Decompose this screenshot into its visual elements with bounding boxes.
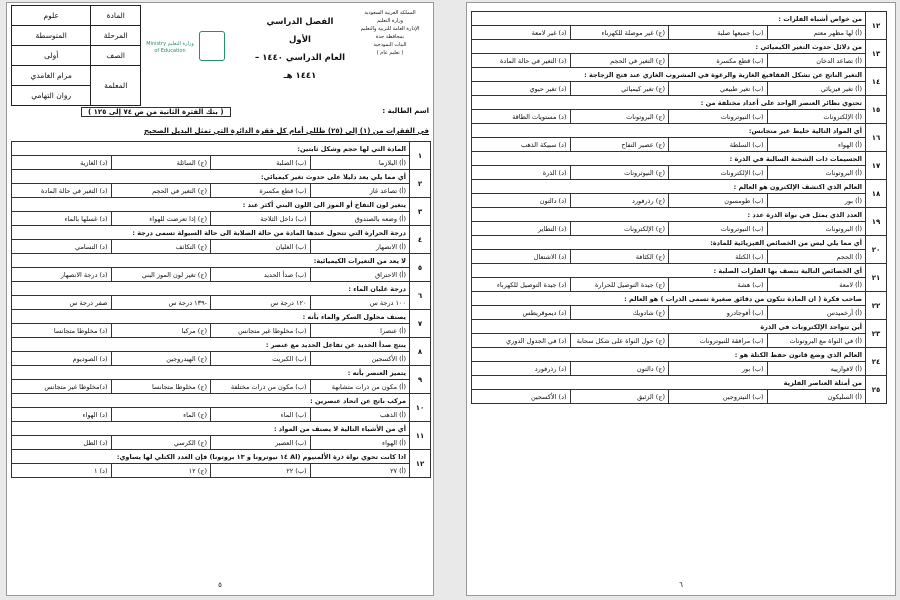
question-number: ١٢ [866,12,887,40]
emblem-icon [199,31,225,61]
meta-value: مرام الغامدي [12,66,91,86]
question-stem-row [472,40,887,54]
answer-option[interactable]: (ب) النيوترونات [669,110,768,124]
answer-option[interactable]: (أ) لافوازييه [767,362,866,376]
question-stem-row [472,12,887,26]
answer-option[interactable]: (د) ١ [12,464,112,478]
answer-option[interactable]: (أ) الانصهار [310,240,410,254]
question-number: ٢٢ [866,292,887,320]
question-number: ٥ [410,254,431,282]
question-stem-row [472,376,887,390]
question-number: ١٧ [866,152,887,180]
answer-option[interactable]: (أ) البلازما [310,156,410,170]
meta-value: علوم [12,6,91,26]
question-number: ٩ [410,366,431,394]
answer-option[interactable]: (ب) السلطة [669,138,768,152]
question-number: ١٥ [866,96,887,124]
question-options-row [12,212,431,226]
question-stem-row [472,180,887,194]
question-options-row [12,156,431,170]
question-options-row [472,334,887,348]
ministry-line: المملكة العربية السعودية [364,10,416,16]
answer-option[interactable]: (د) التغير في حالة المادة [472,54,571,68]
question-stem: لا يعد من التغيرات الكيميائية: [12,254,410,268]
question-stem-row [12,310,431,324]
question-stem-row [472,68,887,82]
question-number: ٢٥ [866,376,887,404]
question-number: ٦ [410,282,431,310]
answer-option[interactable]: (ج) غير موصلة للكهرباء [570,26,669,40]
answer-option[interactable]: صفر درجة س [12,296,112,310]
answer-option[interactable]: (ج) التغير في الحجم [570,54,669,68]
question-options-row [472,110,887,124]
question-stem: الجسيمات ذات الشحنة السالبة في الذرة : [472,152,866,166]
question-options-row [472,278,887,292]
answer-option[interactable]: (ج) جيدة التوصيل للحرارة [570,278,669,292]
term-title: الفصل الدراسي الأول [266,17,334,45]
answer-option[interactable]: (أ) عنصرا [310,324,410,338]
question-options-row [12,324,431,338]
question-stem-row [12,338,431,352]
question-stem-row [12,254,431,268]
answer-option[interactable]: (ب) تغير طبيعي [669,82,768,96]
answer-option[interactable]: (ج) رذرفورد [570,194,669,208]
answer-option[interactable]: -١٣٩ درجة س [111,296,211,310]
answer-option[interactable]: (ج) الهيدروجين [111,352,211,366]
answer-option[interactable]: (د) الظل [12,436,112,450]
answer-option[interactable]: (أ) لها مظهر معتم [767,26,866,40]
questions-table-left [11,141,431,478]
question-stem: درجة غليان الماء : [12,282,410,296]
answer-option[interactable]: (د) مخلوطا متجانسا [12,324,112,338]
question-stem-row [12,450,431,464]
answer-option[interactable]: (د) رذرفورد [472,362,571,376]
question-options-row [12,380,431,394]
exam-page-right [466,2,896,596]
answer-option[interactable]: (ج) النيوترونات [570,166,669,180]
question-stem: يتميز العنصر بأنه : [12,366,410,380]
question-number: ١٦ [866,124,887,152]
ministry-block [351,9,429,57]
question-stem-row [12,282,431,296]
question-stem-row [472,264,887,278]
answer-option[interactable]: (د) التغير في حالة المادة [12,184,112,198]
ministry-line: ( تعليم عام ) [376,50,404,56]
answer-option[interactable]: (ب) الصلبة [211,156,311,170]
question-stem: يتغير لون التفاح أو الموز الى اللون البني أكثر عند : [12,198,410,212]
answer-option[interactable]: (أ) تغير فيزيائي [767,82,866,96]
question-stem: اذا كانت تحوي نواة ذرة الألمنيوم (Al ١٤ نيوترونا و ١٣ بروتونا) فإن العدد الكتلي لها يساوي: [12,450,410,464]
answer-option[interactable]: (د) تغير حيوي [472,82,571,96]
question-number: ٢٠ [866,236,887,264]
meta-label: المعلمة [91,66,141,106]
answer-option[interactable]: (ب) العصير [211,436,311,450]
answer-option[interactable]: (ب) طومسون [669,194,768,208]
answer-option[interactable]: (د) سبيكة الذهب [472,138,571,152]
answer-option[interactable]: (د) غسلها بالماء [12,212,112,226]
question-stem-row [472,96,887,110]
answer-option[interactable]: (ب) مخلوطا غير متجانس [211,324,311,338]
year-title: العام الدراسي ١٤٤٠ – ١٤٤١ هـ [254,53,345,81]
question-stem-row [12,170,431,184]
answer-option[interactable]: (ج) عصير التفاح [570,138,669,152]
answer-option[interactable]: (ج) ١٢ [111,464,211,478]
answer-option[interactable]: (د) ديموقريطس [472,306,571,320]
question-number: ٣ [410,198,431,226]
meta-value: أولى [12,46,91,66]
answer-option[interactable]: (أ) وضعه بالصندوق [310,212,410,226]
answer-option[interactable]: (ب) جميعها صلبة [669,26,768,40]
instructions: في الفقرات من (١) إلى (٢٥) ظللي أمام كل فقرة الدائرة التي تمثل البديل الصحيح [143,127,429,135]
answer-option[interactable]: (ج) السائلة [111,156,211,170]
answer-option[interactable]: (د) الأكسجين [472,390,571,404]
answer-option[interactable]: (ج) شادويك [570,306,669,320]
question-number: ١ [410,142,431,170]
meta-value: روان التهامي [12,86,91,106]
answer-option[interactable]: (ج) حول النواة على شكل سحابة [570,334,669,348]
answer-option[interactable]: (أ) الحجم [767,250,866,264]
ministry-line: وزارة التعليم [376,18,404,24]
question-number: ٢٣ [866,320,887,348]
answer-option[interactable]: (ج) الماء [111,408,211,422]
question-options-row [472,82,887,96]
question-number: ٢١ [866,264,887,292]
logo-text: وزارة التعليم Ministry of Education [146,41,194,54]
student-name-label: اسم الطالبة : [382,107,429,115]
question-options-row [472,26,887,40]
question-stem: أي الخصائص التالية تتصف بها الفلزات الصلبة : [472,264,866,278]
answer-option[interactable]: (أ) في النواة مع البروتونات [767,334,866,348]
answer-option[interactable]: (أ) السليكون [767,390,866,404]
question-stem: من خواص أشباه الفلزات : [472,12,866,26]
question-stem-row [12,142,431,156]
question-number: ١٢ [410,450,431,478]
question-options-row [12,352,431,366]
question-stem: أي مما يلي ليس من الخصائص الفيزيائية للمادة: [472,236,866,250]
question-stem: مركب ناتج عن اتحاد عنصرين : [12,394,410,408]
answer-option[interactable]: (د) الهواء [12,408,112,422]
answer-option[interactable]: (ب) ٢٢ [211,464,311,478]
question-options-row [472,138,887,152]
answer-option[interactable]: (د) الذرة [472,166,571,180]
question-options-row [12,268,431,282]
answer-option[interactable]: (ب) هشة [669,278,768,292]
answer-option[interactable]: (ب) داخل الثلاجة [211,212,311,226]
answer-option[interactable]: (ج) مخلوطا متجانسا [111,380,211,394]
question-stem: أي مما يلي يعد دليلا على حدوث تغير كيميائي: [12,170,410,184]
question-stem-row [12,226,431,240]
question-stem: أي من الأشياء التالية لا يصنف من المواد : [12,422,410,436]
answer-option[interactable]: (د) غير لامعة [472,26,571,40]
question-number: ١٩ [866,208,887,236]
answer-option[interactable]: (ج) البروتونات [570,110,669,124]
question-stem-row [472,236,887,250]
question-stem: تحتوي نظائر العنصر الواحد على أعداد مختلفة من : [472,96,866,110]
question-options-row [12,464,431,478]
answer-option[interactable]: (د) درجة الانصهار [12,268,112,282]
question-number: ٧ [410,310,431,338]
question-number: ٨ [410,338,431,366]
answer-option[interactable]: (ج) الكثافة [570,250,669,264]
question-number: ١١ [410,422,431,450]
page-number: ٦ [679,581,683,589]
question-options-row [472,362,887,376]
question-options-row [12,408,431,422]
answer-option[interactable]: (د)مخلوطا غير متجانس [12,380,112,394]
question-number: ٤ [410,226,431,254]
question-stem-row [12,366,431,380]
answer-option[interactable]: (د) جيدة التوصيل للكهرباء [472,278,571,292]
answer-option[interactable]: (ب) بور [669,362,768,376]
answer-option[interactable]: (ج) دالتون [570,362,669,376]
question-stem-row [472,208,887,222]
answer-option[interactable]: (ب) الكتلة [669,250,768,264]
answer-option[interactable]: (ج) مركبا [111,324,211,338]
answer-option[interactable]: (ج) الإلكترونات [570,222,669,236]
answer-option[interactable]: (د) الغازية [12,156,112,170]
answer-option[interactable]: (ب) الكبريت [211,352,311,366]
answer-option[interactable]: (ب) قطع مكسرة [211,184,311,198]
answer-option[interactable]: (ب) قطع مكسرة [669,54,768,68]
answer-option[interactable]: (أ) الهواء [310,436,410,450]
ministry-logo [145,31,227,71]
question-stem: يصنف محلول السكر والماء بأنه : [12,310,410,324]
answer-option[interactable]: (ج) التغير في الحجم [111,184,211,198]
answer-option[interactable]: (د) مستويات الطاقة [472,110,571,124]
meta-label: المرحلة [91,26,141,46]
question-stem: أي المواد التالية خليط غير متجانس: [472,124,866,138]
ministry-line: بمحافظة جدة [375,34,405,40]
answer-option[interactable]: ١٢٠ درجة س [211,296,311,310]
question-options-row [472,54,887,68]
question-stem-row [472,124,887,138]
answer-option[interactable]: (أ) تصاعد غاز [310,184,410,198]
answer-option[interactable]: (د) الصوديوم [12,352,112,366]
answer-option[interactable]: (أ) الإلكترونات [767,110,866,124]
answer-option[interactable]: (أ) مكون من ذرات متشابهة [310,380,410,394]
answer-option[interactable]: (أ) الاحتراق [310,268,410,282]
meta-label: المادة [91,6,141,26]
answer-option[interactable]: (ب) مرافقة للنيوترونات [669,334,768,348]
exam-title [255,13,345,85]
question-stem: أين تتواجد الإلكترونات في الذرة [472,320,866,334]
answer-option[interactable]: (ب) صدأ الحديد [211,268,311,282]
question-stem-row [472,152,887,166]
answer-option[interactable]: (ب) النيوترونات [669,222,768,236]
question-stem-row [472,292,887,306]
answer-option[interactable]: (أ) ٢٧ [310,464,410,478]
answer-option[interactable]: (ج) تغير كيميائي [570,82,669,96]
question-stem-row [12,394,431,408]
answer-option[interactable]: (ب) النيتروجين [669,390,768,404]
question-options-row [472,250,887,264]
answer-option[interactable]: (أ) الذهب [310,408,410,422]
question-options-row [12,240,431,254]
question-stem-row [472,348,887,362]
question-options-row [472,194,887,208]
question-number: ١٣ [866,40,887,68]
exam-page-left [6,2,434,596]
answer-option[interactable]: (ج) تغير لون الموز البني [111,268,211,282]
answer-option[interactable]: (ب) الغليان [211,240,311,254]
answer-option[interactable]: (أ) الهواء [767,138,866,152]
question-stem: درجة الحرارة التي تتحول عندها المادة من حالة الصلابة الى حالة السيولة تسمى درجة : [12,226,410,240]
question-stem: التغير الناتج عن تشكل الفقاقيع الغازية والرغوة في المشروب الغازي عند فتح الزجاجة : [472,68,866,82]
answer-option[interactable]: (ب) مكون من ذرات مختلفة [211,380,311,394]
answer-option[interactable]: (ج) إذا تعرضت للهواء [111,212,211,226]
question-number: ١٠ [410,394,431,422]
question-stem: المادة التي لها حجم وشكل ثابتين: [12,142,410,156]
question-options-row [472,390,887,404]
answer-option[interactable]: (ب) الماء [211,408,311,422]
question-stem-row [12,422,431,436]
answer-option[interactable]: (د) التسامي [12,240,112,254]
answer-option[interactable]: ١٠٠ درجة س [310,296,410,310]
question-number: ٢ [410,170,431,198]
answer-option[interactable]: (د) في الجدول الدوري [472,334,571,348]
bank-range: ( بنك الفترة الثانية من ص ٧٤ إلى ١٢٥ ) [81,107,231,117]
question-stem: ينتج صدأ الحديد عن تفاعل الحديد مع عنصر : [12,338,410,352]
question-options-row [472,222,887,236]
student-name-row [11,107,429,121]
questions-table-right [471,11,887,404]
question-number: ٢٤ [866,348,887,376]
answer-option[interactable]: (ب) الإلكترونات [669,166,768,180]
answer-option[interactable]: (أ) البروتونات [767,222,866,236]
answer-option[interactable]: (أ) البروتونات [767,166,866,180]
ministry-line: الإدارة العامة للتربية والتعليم [360,26,420,32]
question-number: ١٨ [866,180,887,208]
ministry-line: البنات النموذجية [373,42,407,48]
question-stem: العالم الذي اكتشف الإلكترون هو العالم : [472,180,866,194]
answer-option[interactable]: (د) دالتون [472,194,571,208]
question-stem: العدد الذي يمثل في نواة الذرة عدد : [472,208,866,222]
question-options-row [12,184,431,198]
question-options-row [472,306,887,320]
question-options-row [12,296,431,310]
question-stem: العالم الذي وضع قانون حفظ الكتلة هو : [472,348,866,362]
question-stem-row [472,320,887,334]
subject-info-table [11,5,141,106]
question-number: ١٤ [866,68,887,96]
question-stem: من دلائل حدوث التغير الكيميائي : [472,40,866,54]
answer-option[interactable]: (أ) بور [767,194,866,208]
exam-header [11,5,429,100]
question-options-row [12,436,431,450]
answer-option[interactable]: (ب) أفوجادرو [669,306,768,320]
answer-option[interactable]: (د) التطاير [472,222,571,236]
answer-option[interactable]: (د) الاشتعال [472,250,571,264]
meta-value: المتوسطة [12,26,91,46]
question-stem: صاحب فكرة ( ان المادة تتكون من دقائق صغيرة تسمى الذرات ) هو العالم : [472,292,866,306]
answer-option[interactable]: (أ) أرخميدس [767,306,866,320]
answer-option[interactable]: (أ) الأكسجين [310,352,410,366]
page-number: ٥ [218,581,222,589]
answer-option[interactable]: (ج) الزئبق [570,390,669,404]
question-stem-row [12,198,431,212]
question-options-row [472,166,887,180]
answer-option[interactable]: (أ) تصاعد الدخان [767,54,866,68]
answer-option[interactable]: (ج) التكاثف [111,240,211,254]
answer-option[interactable]: (أ) لامعة [767,278,866,292]
question-stem: من أمثلة العناصر الفلزية [472,376,866,390]
answer-option[interactable]: (ج) الكرسي [111,436,211,450]
meta-label: الصف [91,46,141,66]
